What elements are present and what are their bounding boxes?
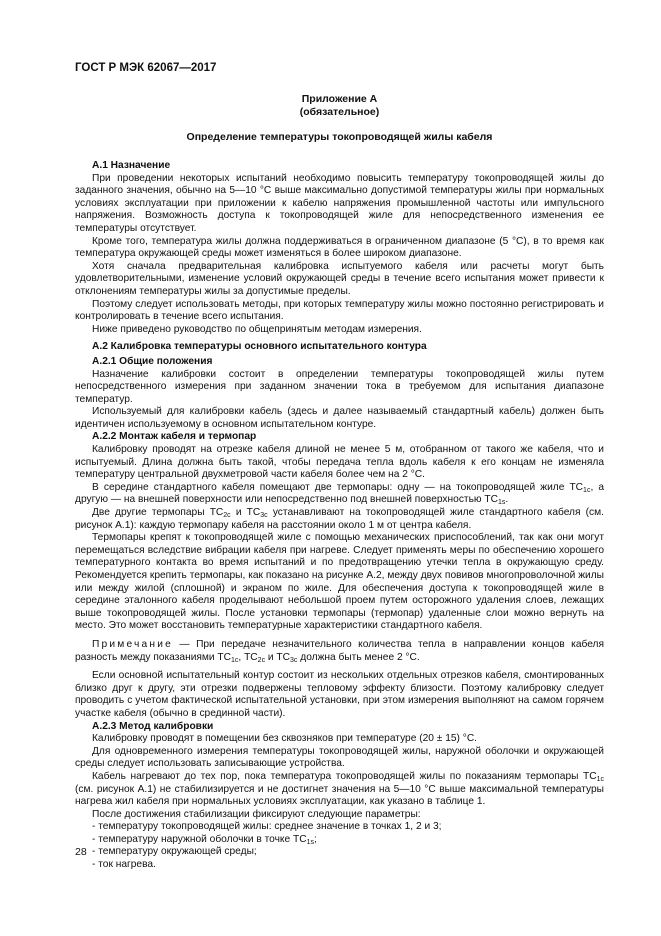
section-title: А.2 Калибровка температуры основного испытательного контура bbox=[92, 341, 427, 353]
document-body bbox=[75, 160, 604, 872]
paragraph bbox=[75, 482, 604, 507]
paragraph: Если основной испытательный контур состоит из нескольких отдельных отрезков кабеля, смонтированных близко друг к другу, эти отрезки подвержены тепловому эффекту близости. Поэтому калибровку следует проводить с учетом фактической испытательной установки, при этом измерения выполняют на самом горячем участке кабеля (обычно в срединной части). bbox=[75, 670, 604, 719]
subscript: 1c bbox=[596, 775, 604, 783]
paragraph bbox=[75, 771, 604, 809]
text-run: . bbox=[505, 494, 509, 506]
document-header: ГОСТ Р МЭК 62067—2017 bbox=[75, 62, 217, 74]
text-run: , ТС bbox=[238, 651, 258, 663]
section-title: А.1 Назначение bbox=[92, 160, 171, 171]
text-run: В середине стандартного кабеля помещают две термопары: одну — на токопроводящей жиле ТС bbox=[92, 481, 584, 493]
list-item: - температуру токопроводящей жилы: среднее значение в точках 1, 2 и 3; bbox=[92, 821, 442, 833]
paragraph: После достижения стабилизации фиксируют следующие параметры: bbox=[92, 808, 421, 820]
paragraph: Используемый для калибровки кабель (здесь и далее называемый стандартный кабель) должен быть идентичен используемому в основном испытательном контуре. bbox=[75, 406, 604, 430]
paragraph: Калибровку проводят в помещении без сквозняков при температуре (20 ± 15) °С. bbox=[92, 733, 478, 745]
text-run: (см. рисунок А.1) не стабилизируется и не достигнет значения на 5—10 °С выше максимальной температуры нагрева жил кабеля при нормальных условиях эксплуатации, как указано в таблице 1. bbox=[75, 783, 604, 808]
subscript: 1c bbox=[231, 656, 239, 664]
text-run: и ТС bbox=[230, 507, 261, 519]
subscript: 2c bbox=[223, 512, 231, 520]
annex-heading: Определение температуры токопроводящей жилы кабеля bbox=[186, 131, 493, 143]
subscript: 1c bbox=[583, 486, 591, 494]
note bbox=[75, 639, 604, 664]
text-run: ; bbox=[313, 833, 317, 845]
text-run: - температуру наружной оболочки в точке ТС bbox=[92, 833, 307, 845]
text-run: должна быть менее 2 °С. bbox=[297, 651, 420, 663]
paragraph: Калибровку проводят на отрезке кабеля длиной не менее 5 м, отобранном от такого же кабеля, что и испытуемый. Длина должна быть такой, чтобы передача тепла вдоль кабеля к его концам не изменяла температуру центральной двухметровой части кабеля более чем на 2 °С. bbox=[75, 444, 604, 481]
paragraph: При проведении некоторых испытаний необходимо повысить температуру токопроводящей жилы до заданного значения, обычно на 5—10 °С выше максимально допустимой температуры жилы при нормальных условиях эксплуатации при приложении к кабелю напряжения промышленной частоты или импульсного напряжения. Возможность доступа к токопроводящей жиле для непосредственного изменения ее температуры отсутствует. bbox=[75, 172, 604, 234]
paragraph bbox=[75, 507, 604, 532]
paragraph: Назначение калибровки состоит в определении температуры токопроводящей жилы путем непосредственного измерения при заданном значении тока в требуемом для испытания диапазоне температур. bbox=[75, 368, 604, 405]
paragraph: Ниже приведено руководство по общепринятым методам измерения. bbox=[92, 323, 422, 335]
text-run: Кабель нагревают до тех пор, пока температура токопроводящей жилы по показаниям термопары ТС bbox=[92, 770, 597, 782]
paragraph: Хотя сначала предварительная калибровка испытуемого кабеля или расчеты могут быть удовлетворительными, изменение условий окружающей среды в течение всего испытания может привести к отклонениям температуры жилы за допустимые пределы. bbox=[75, 260, 604, 297]
text-run: и ТС bbox=[265, 651, 291, 663]
list-item: - ток нагрева. bbox=[92, 859, 156, 871]
text-run: устанавливают на токопроводящей жиле стандартного кабеля (см. рисунок А.1): каждую термопару кабеля на расстоянии около 1 м от центра кабеля. bbox=[75, 507, 604, 531]
paragraph: Термопары крепят к токопроводящей жиле с помощью механических приспособлений, так как они могут перемещаться вследствие вибрации кабеля при нагреве. Следует применять меры по обеспечению хорошего температурного контакта во время испытаний и по предотвращению утечки тепла в окружающую среду. Рекомендуется крепить термопары, как показано на рисунке А.2, между двух повивов многопроволочной жилы или между жилой (сплошной) и экраном по жиле. Для обеспечения доступа к токопроводящей жиле в середине эталонного кабеля проделывают небольшой проем путем осторожного удаления слоев, лежащих выше токопроводящей жилы. После установки термопары (термопар) удаленные слои можно вернуть на место. Это может восстановить температурные характеристики стандартного кабеля. bbox=[75, 532, 604, 632]
subsection-title: А.2.2 Монтаж кабеля и термопар bbox=[92, 431, 257, 443]
annex-status: (обязательное) bbox=[299, 106, 380, 118]
list-item: - температуру окружающей среды; bbox=[92, 846, 257, 858]
paragraph: Кроме того, температура жилы должна поддерживаться в ограниченном диапазоне (5 °С), в то время как температура окружающей среды может изменяться в более широком диапазоне. bbox=[75, 235, 604, 260]
paragraph: Поэтому следует использовать методы, при которых температуру жилы можно постоянно регистрировать и контролировать в течение всего испытания. bbox=[75, 298, 604, 323]
text-run: Две другие термопары ТС bbox=[92, 507, 224, 519]
subscript: 3c bbox=[290, 656, 298, 664]
subscript: 3c bbox=[260, 512, 268, 520]
subscript: 1s bbox=[497, 499, 506, 507]
note-label: Примечание bbox=[92, 638, 173, 650]
paragraph: Для одновременного измерения температуры токопроводящей жилы, наружной оболочки и окружающей среды следует использовать записывающие устройства. bbox=[75, 745, 604, 770]
list-item bbox=[75, 834, 604, 847]
annex-title: Приложение А bbox=[301, 93, 378, 105]
subscript: 1s bbox=[306, 838, 314, 846]
text-run: , а другую — на внешней поверхности или непосредственно под внешней поверхностью ТС bbox=[75, 481, 605, 506]
subsection-title: А.2.1 Общие положения bbox=[92, 355, 213, 367]
text-run: — При передаче незначительного количества тепла в направлении концов кабеля разность между показаниями ТС bbox=[75, 638, 604, 663]
subsection-title: А.2.3 Метод калибровки bbox=[92, 720, 214, 732]
page-number: 28 bbox=[75, 846, 87, 858]
subscript: 2c bbox=[257, 656, 266, 664]
